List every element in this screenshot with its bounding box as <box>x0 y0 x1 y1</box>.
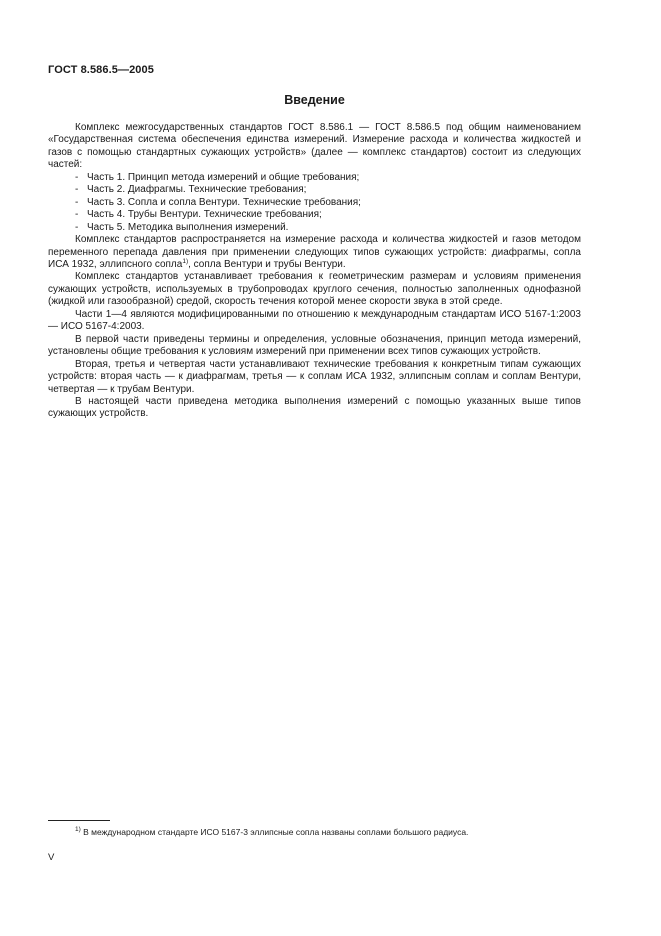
list-marker: - <box>75 221 79 233</box>
list-marker: - <box>75 171 79 183</box>
paragraph-3: Комплекс стандартов устанавливает требования к геометрическим размерам и условиям применения сужающих устройств, используемых в трубопроводах круглого сечения, полностью заполненных однофазной (жидкой или газообразной) средой, скорость течения которой менее скорости звука в этой среде. <box>48 271 581 308</box>
introduction-body <box>48 122 581 421</box>
page-number: V <box>48 852 55 863</box>
paragraph-1: Комплекс межгосударственных стандартов ГОСТ 8.586.1 — ГОСТ 8.586.5 под общим наименованием «Государственная система обеспечения единства измерений. Измерение расхода и количества жидкостей и газов с помощью стандартных сужающих устройств» (далее — комплекс стандартов) состоит из следующих частей: <box>48 122 581 171</box>
list-item <box>48 172 581 184</box>
list-item-text: Часть 4. Трубы Вентури. Технические требования; <box>87 209 322 221</box>
paragraph-4: Части 1—4 являются модифицированными по отношению к международным стандартам ИСО 5167-1:2003 — ИСО 5167-4:2003. <box>48 308 581 333</box>
paragraph-2-text: Комплекс стандартов распространяется на измерение расхода и количества жидкостей и газов методом переменного перепада давления при применении следующих типов сужающих устройств: диафрагмы, сопла ИСА 1932, эллипсного сопла <box>48 234 581 270</box>
paragraph-2 <box>48 234 581 271</box>
document-code-header: ГОСТ 8.586.5—2005 <box>48 64 154 76</box>
list-marker: - <box>75 196 79 208</box>
section-title: Введение <box>284 93 345 107</box>
list-item-text: Часть 3. Сопла и сопла Вентури. Технические требования; <box>87 196 361 208</box>
list-item <box>48 184 581 196</box>
list-item <box>48 209 581 221</box>
list-item-text: Часть 2. Диафрагмы. Технические требования; <box>87 184 307 196</box>
list-item-text: Часть 1. Принцип метода измерений и общие требования; <box>87 171 360 183</box>
list-item <box>48 222 581 234</box>
parts-list <box>48 172 581 234</box>
list-item-text: Часть 5. Методика выполнения измерений. <box>87 221 289 233</box>
footnote <box>75 827 575 837</box>
list-marker: - <box>75 209 79 221</box>
list-item <box>48 197 581 209</box>
paragraph-6: Вторая, третья и четвертая части устанавливают технические требования к конкретным типам сужающих устройств: вторая часть — к диафрагмам, третья — к соплам ИСА 1932, эллипсным соплам и соплам Вентури, четвертая — к трубам Вентури. <box>48 358 581 395</box>
footnote-marker: 1) <box>75 826 81 833</box>
paragraph-7: В настоящей части приведена методика выполнения измерений с помощью указанных выше типов сужающих устройств. <box>48 395 581 420</box>
paragraph-2-text-end: , сопла Вентури и трубы Вентури. <box>188 258 346 270</box>
footnote-reference[interactable]: 1) <box>182 257 189 265</box>
footnote-divider <box>48 820 110 821</box>
paragraph-5: В первой части приведены термины и определения, условные обозначения, принцип метода измерений, установлены общие требования к условиям измерений при применении всех типов сужающих устройств. <box>48 333 581 358</box>
list-marker: - <box>75 184 79 196</box>
footnote-text: В международном стандарте ИСО 5167-3 эллипсные сопла названы соплами большого радиуса. <box>83 827 469 837</box>
